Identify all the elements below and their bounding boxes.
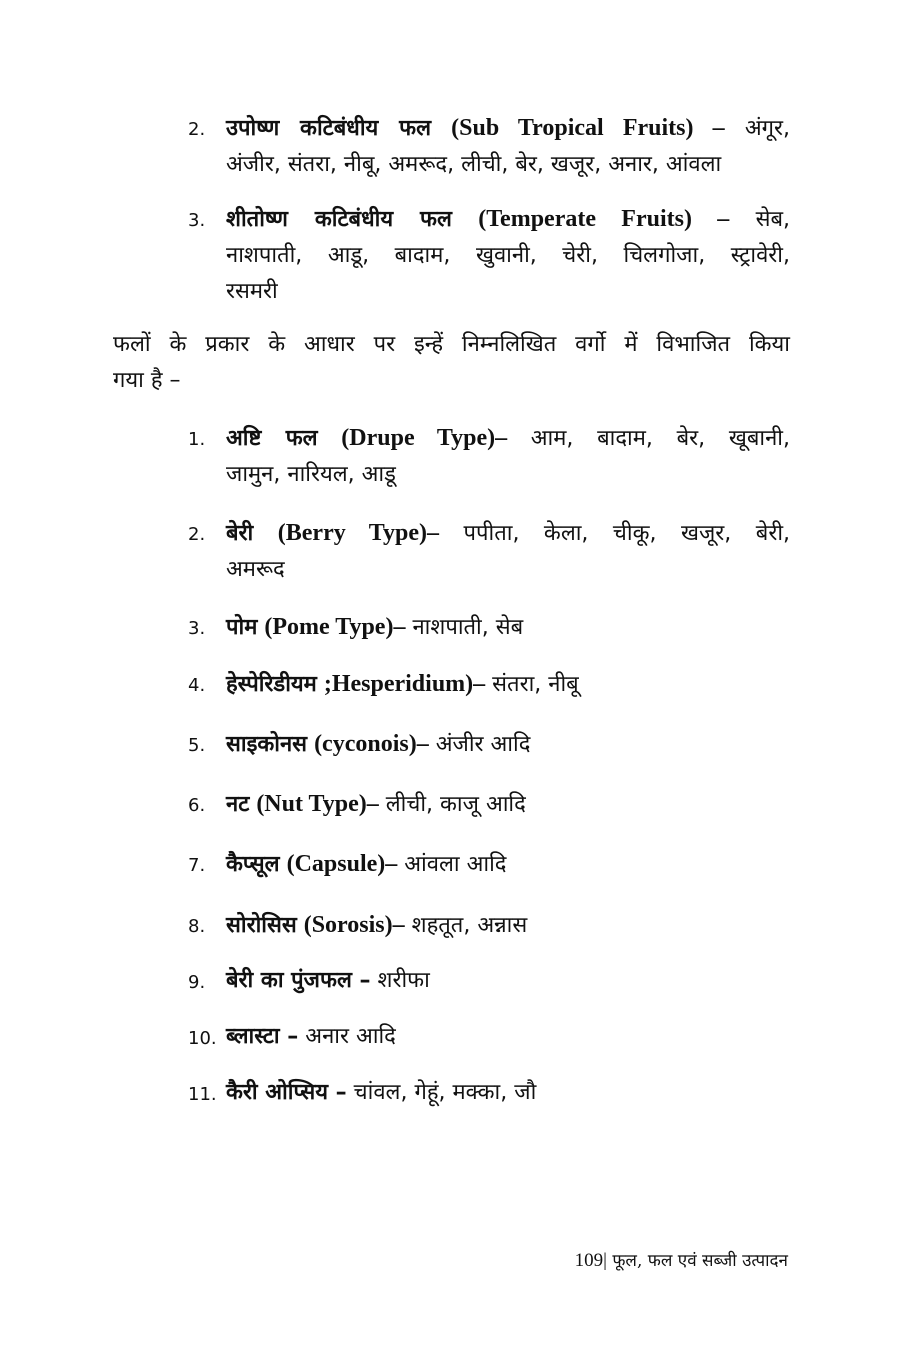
climate-item-2 [188, 110, 790, 183]
item-title-english: (Berry Type)– [277, 520, 440, 546]
intro-paragraph [113, 327, 790, 399]
item-examples: पपीता, केला, चीकू, खजूर, बेरी, [463, 521, 791, 546]
item-title-hindi: पोम [226, 615, 258, 640]
list-number: 11. [188, 1084, 217, 1105]
item-title-english: (Pome Type)– [264, 614, 406, 640]
item-title-hindi: हेस्पेरिडीयम [226, 672, 317, 697]
item-title-hindi: अष्टि फल [226, 426, 318, 451]
type-item-11 [188, 1075, 790, 1111]
list-item-line [226, 515, 790, 552]
item-title-english: (Drupe Type)– [341, 425, 508, 451]
item-examples: नाशपाती, सेब [412, 615, 524, 640]
list-number: 1. [188, 429, 206, 450]
item-examples-continued: अमरूद [226, 557, 285, 582]
list-number: 5. [188, 735, 206, 756]
item-title-english: (Temperate Fruits) – [478, 206, 730, 232]
item-title-hindi: कैप्सूल [226, 852, 280, 877]
item-examples: संतरा, नीबू [492, 672, 579, 697]
page-number: 109| [574, 1250, 607, 1271]
item-title-english: (cyconois)– [314, 731, 429, 757]
list-number: 4. [188, 675, 206, 696]
item-examples: शहतूत, अन्नास [411, 913, 528, 938]
item-examples: अनार आदि [305, 1024, 396, 1049]
type-item-6 [188, 786, 790, 823]
list-item-line [226, 420, 790, 457]
item-title-hindi: सोरोसिस [226, 913, 297, 938]
type-item-10 [188, 1019, 790, 1055]
list-number: 10. [188, 1028, 217, 1049]
type-item-9 [188, 963, 790, 999]
item-title-english: (Sorosis)– [303, 912, 405, 938]
type-item-7 [188, 846, 790, 883]
list-number: 3. [188, 618, 206, 639]
item-title-hindi: ब्लास्टा – [226, 1024, 299, 1049]
item-examples-continued: रसमरी [226, 279, 278, 304]
item-title-hindi: साइकोनस [226, 732, 308, 757]
item-title-english: (Nut Type)– [256, 791, 379, 817]
item-examples: अंजीर आदि [435, 732, 531, 757]
item-examples-continued: नाशपाती, आडू, बादाम, खुवानी, चेरी, चिलगोजा, स्ट्रावेरी, [226, 243, 790, 268]
list-number: 3. [188, 210, 206, 231]
list-number: 2. [188, 524, 206, 545]
page-footer [575, 1248, 788, 1272]
book-title: फूल, फल एवं सब्जी उत्पादन [612, 1251, 788, 1271]
item-title-hindi: कैरी ओप्सिय – [226, 1080, 347, 1105]
item-title-english: (Sub Tropical Fruits) – [451, 115, 725, 141]
type-item-4 [188, 666, 790, 703]
item-examples: चांवल, गेहूं, मक्का, जौ [353, 1080, 537, 1105]
list-number: 2. [188, 119, 206, 140]
list-item-line [226, 110, 790, 147]
list-number: 6. [188, 795, 206, 816]
type-item-8 [188, 907, 790, 944]
item-title-hindi: बेरी [226, 521, 254, 546]
type-item-1 [188, 420, 790, 493]
type-item-5 [188, 726, 790, 763]
item-examples: अंगूर, [744, 116, 790, 141]
item-title-hindi: बेरी का पुंजफल – [226, 968, 371, 993]
item-examples-continued: अंजीर, संतरा, नीबू, अमरूद, लीची, बेर, खजूर, अनार, आंवला [226, 152, 722, 177]
item-examples: आंवला आदि [404, 852, 507, 877]
type-item-2 [188, 515, 790, 588]
item-examples: लीची, काजू आदि [385, 792, 526, 817]
list-item-line [226, 201, 790, 238]
item-title-english: ;Hesperidium)– [323, 671, 486, 697]
type-item-3 [188, 609, 790, 646]
climate-item-3 [188, 201, 790, 310]
item-title-hindi: शीतोष्ण कटिबंधीय फल [226, 207, 452, 232]
list-number: 8. [188, 916, 206, 937]
intro-line-1: फलों के प्रकार के आधार पर इन्हें निम्नलिखित वर्गो में विभाजित किया [113, 332, 790, 357]
item-title-hindi: नट [226, 792, 250, 817]
item-examples-continued: जामुन, नारियल, आडू [226, 462, 396, 487]
item-examples: सेब, [755, 207, 791, 232]
list-number: 7. [188, 855, 206, 876]
intro-line-2: गया है – [113, 368, 181, 393]
item-examples: आम, बादाम, बेर, खूबानी, [530, 426, 790, 451]
item-examples: शरीफा [377, 968, 430, 993]
item-title-english: (Capsule)– [286, 851, 398, 877]
item-title-hindi: उपोष्ण कटिबंधीय फल [226, 116, 431, 141]
list-number: 9. [188, 972, 206, 993]
